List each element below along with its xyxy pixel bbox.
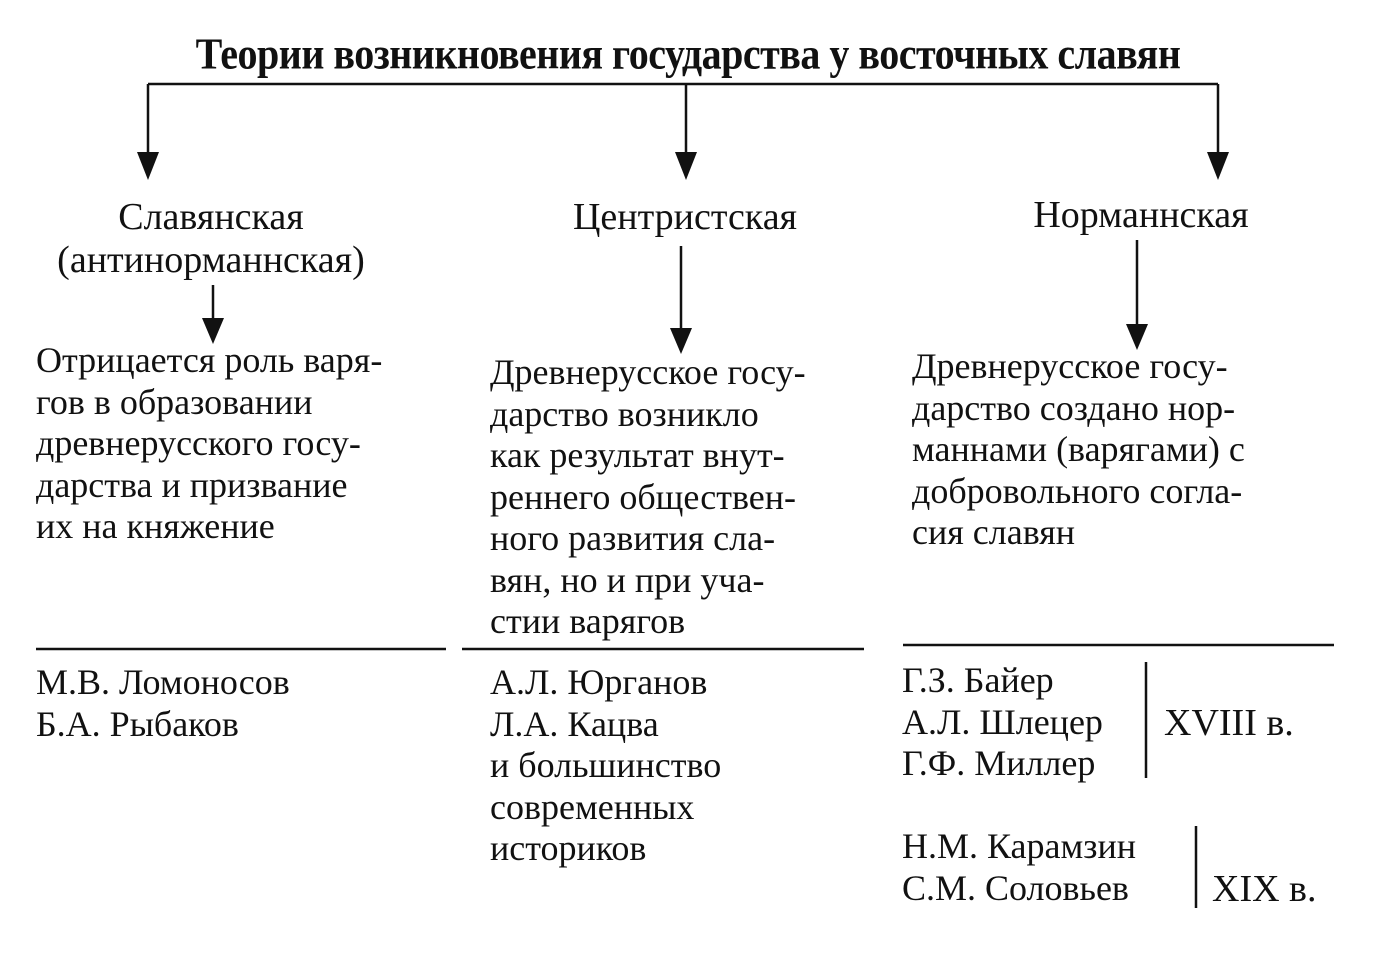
theory-norman-historians-xviii: Г.З. Байер А.Л. Шлецер Г.Ф. Миллер: [902, 660, 1103, 783]
theory-centrist-description: Древнерусское госу- дарство возникло как результат внут- реннего обществен- ного развития сла- вян, но и при уча- стии варягов: [490, 352, 806, 641]
century-label-xix: XIX в.: [1212, 868, 1317, 910]
theory-slavic-description: Отрицается роль варя- гов в образовании древнерусского госу- дарства и призвание их на княжение: [36, 340, 383, 546]
diagram-title: Теории возникновения государства у восточных славян: [195, 28, 1181, 79]
arrowhead-slavic: [137, 152, 159, 180]
theory-norman-historians-xix: Н.М. Карамзин С.М. Соловьев: [902, 826, 1137, 908]
theory-norman-description: Древнерусское госу- дарство создано нор- маннами (варягами) с добровольного согла- сия славян: [912, 346, 1245, 552]
theory-centrist-name: Центристская: [572, 196, 798, 238]
theory-slavic-name-line2: (антинорманнская): [57, 239, 365, 281]
century-label-xviii: XVIII в.: [1164, 702, 1294, 744]
arrowhead-norman: [1207, 152, 1229, 180]
theory-centrist-historians: А.Л. Юрганов Л.А. Кацва и большинство современных историков: [490, 662, 722, 868]
theory-norman-name: Норманнская: [1033, 194, 1249, 236]
theory-slavic: [36, 196, 386, 282]
theory-slavic-name-line1: Славянская: [118, 196, 304, 238]
arrowhead-centrist: [675, 152, 697, 180]
arrowhead-centrist-desc: [670, 328, 692, 354]
theory-slavic-historians: М.В. Ломоносов Б.А. Рыбаков: [36, 662, 290, 744]
